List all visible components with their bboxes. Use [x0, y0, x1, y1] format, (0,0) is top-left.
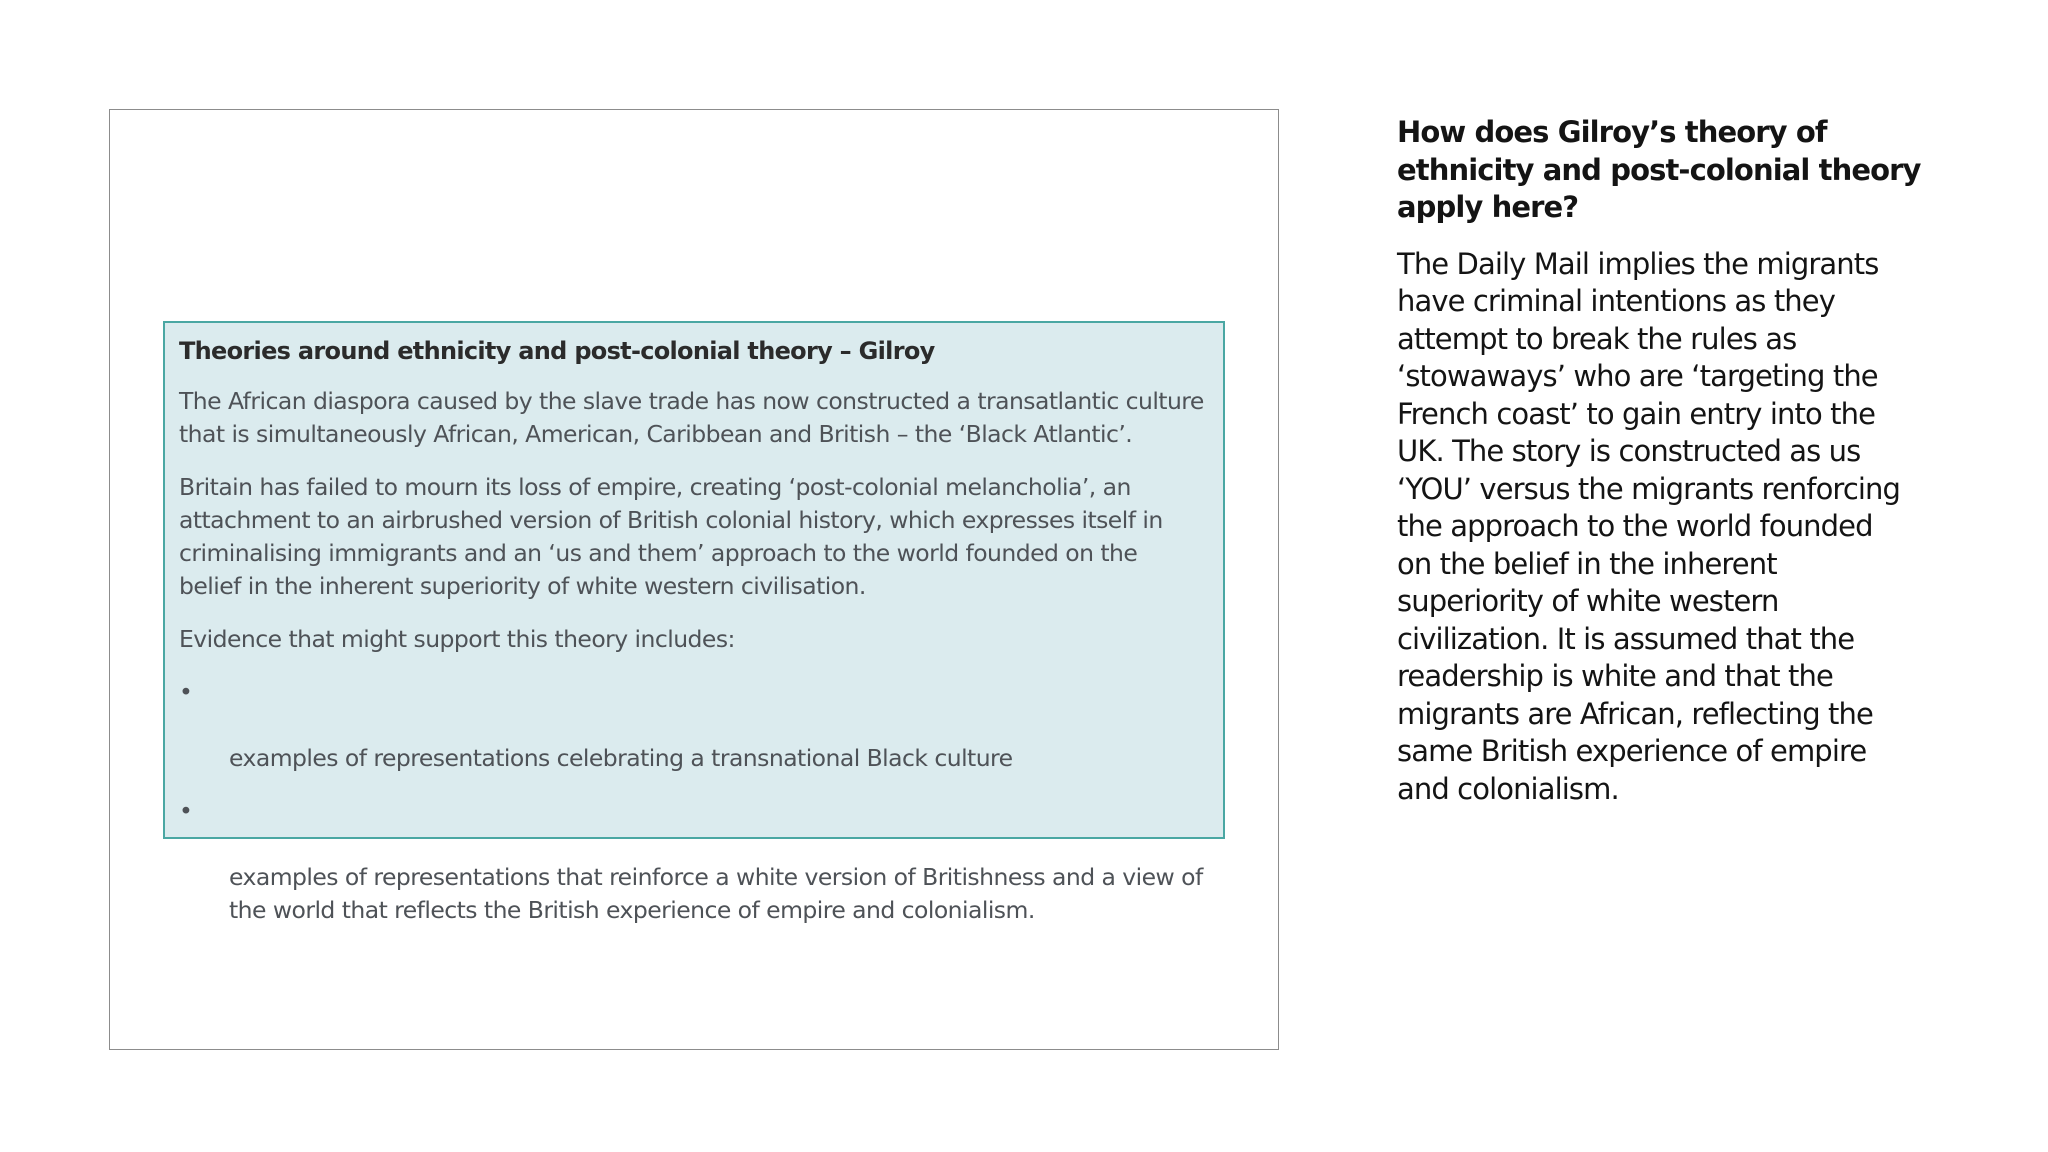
side-panel: [1397, 114, 1957, 808]
list-item-text: examples of representations that reinforce a white version of Britishness and a view of the world that reflects the British experience of empire and colonialism.: [229, 863, 1203, 924]
list-item-text: examples of representations celebrating a transnational Black culture: [229, 744, 1013, 772]
theory-box: [163, 321, 1225, 924]
bullet-icon: •: [179, 797, 193, 825]
question-heading: How does Gilroy’s theory of ethnicity and post-colonial theory apply here?: [1397, 115, 1921, 224]
bullet-icon: •: [179, 678, 193, 706]
answer-text: The Daily Mail implies the migrants have criminal intentions as they attempt to break the rules as ‘stowaways’ who are ‘targeting the French coast’ to gain entry into the UK. The story is constructed as us ‘YOU’ versus the migrants renforcing the approach to the world founded on the belief in the inherent superiority of white western civilization. It is assumed that the readership is white and that the migrants are African, reflecting the same British experience of empire and colonialism.: [1397, 246, 1901, 806]
evidence-intro: Evidence that might support this theory includes:: [179, 625, 735, 653]
list-item: [179, 795, 1205, 927]
theory-title: Theories around ethnicity and post-colonial theory – Gilroy: [179, 337, 935, 365]
evidence-list: [179, 676, 1205, 927]
list-item: [179, 676, 1205, 775]
theory-paragraph-melancholia: Britain has failed to mourn its loss of empire, creating ‘post-colonial melancholia’, an attachment to an airbrushed version of British colonial history, which expresses itself in criminalising immigrants and an ‘us and them’ approach to the world founded on the belief in the inherent superiority of white western civilisation.: [179, 473, 1163, 600]
theory-paragraph-diaspora: The African diaspora caused by the slave trade has now constructed a transatlantic culture that is simultaneously African, American, Caribbean and British – the ‘Black Atlantic’.: [179, 387, 1204, 448]
